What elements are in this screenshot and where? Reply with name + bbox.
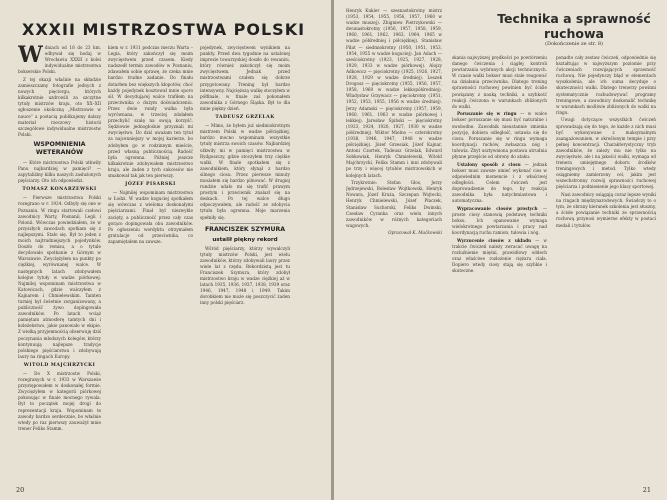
drop-cap: W <box>18 45 43 68</box>
left-column-2 <box>108 45 193 490</box>
column-2-text: kiem w r. 1931 podczas meczu Warta – Legia, który zakończył się moim zwycięstwem przed czasem. Kiedy nadszedł termin zawodów w Poznaniu, zdawałem sobie sprawę, że czeka mnie bardzo trudne zadanie. Do finału dotarłem bez większych kłopotów, choć każdy pojedynek kosztował mnie sporo sił. W decydującej walce trafiłem na przeciwnika o dużym doświadczeniu. Przez dwie rundy walka była wyrównana, w trzeciej zdołałem przechylić szalę na swoją korzyść. Sędziowie jednogłośnie przyznali mi zwycięstwo. Do dziś uważam ten tytuł za najcenniejszy w mojej karierze, bo zdobyłem go w rodzinnym mieście, przed własną publicznością. Radość była ogromna. Później jeszcze kilkakrotnie zdobywałem mistrzostwo kraju, ale żaden z tych sukcesów nie smakował tak jak ten pierwszy. <box>108 45 193 178</box>
majchrzycki-text: — Do X mistrzostw Polski, rozegranych w r. 1933 w Warszawie przystępowałem w doskonałej formie. Zwyciężyłem w kategorii piórkowej pokonując w finale mocnego rywala. Był to początek mojej drogi do reprezentacji kraju. Wspominam te zawody bardzo serdecznie, bo właśnie wtedy po raz pierwszy zauważył mnie trener Feliks Stamm. <box>18 371 101 431</box>
author-name-pisarski: JÓZEF PISARSKI <box>125 182 176 188</box>
champions-list-2: Trzykrotnie: Stefan Głos, Jerzy Jędrzejewski, Bolesław Wojtkowski, Henryk Nowara, Józef Kruża, Szczepan Wojtecki, Henryk Chmielewski, Józef Płaczek, Stanisław Suchorski, Feliks Dwinski, Czesław Cyranka oraz wielu innych zawodników w różnych kategoriach wagowych. <box>346 180 442 228</box>
column-3-text: pojedynek, zwycięstwem wynikiem na punkty. Przed dwa tygodnie na ustalonej imprezie towarzyskiej doszło do rewanżu, który również zakończył się moim zwycięstwem. Jednak przed mistrzostwami czułem się dobrze przygotowany. Trening był bardzo intensywny. Najcięższą walkę stoczyłem w półfinale, w finale zaś pokonałem zawodnika z Górnego Śląska. Był to dla mnie piękny dzień. <box>200 45 290 111</box>
right-column-1 <box>346 8 442 490</box>
technique-text-3: Uwagi dotyczące wszystkich ćwiczeń sprowadzają się do tego, że każde z nich musi być wykonywane z maksymalnym zaangażowaniem, w określonym tempie i przy pełnej koncentracji. Charakterystyczny tryb zawodników, że zależy mu nie tylko na zwycięstwie, ale i na jakości walki, wymaga od trenera umiejętnego doboru środków treningowych i metod. Tylko wtedy osiągniemy zamierzony cel, jakim jest wszechstronny rozwój sprawności ruchowej pięściarza i podniesienie jego klasy sportowej. <box>556 117 656 190</box>
left-column-1 <box>18 45 101 490</box>
article-heading-szymura: FRANCISZEK SZYMURA <box>204 225 286 233</box>
champions-list: Henryk Kukier — szesnastokrotny mistrz (1953, 1954, 1955, 1956, 1957, 1960 w wadze muszej). Zbigniew Pietrzykowski — dwunastokrotny (1956, 1957, 1958, 1959, 1960, 1961, 1962, 1963, 1964, 1965 w wadze półśredniej i półciężkiej). Stanisław Piłat — siedmiokrotny (1950, 1951, 1953, 1954, 1955 w wadze koguciej). Jan Adach — sześciokrotny (1923, 1925, 1927, 1928, 1929, 1933 w wadze piórkowej). Alojzy Adkowicz — pięciokrotny (1925, 1926, 1927, 1928, 1929 w wadze średniej). Leszek Drogosz — pięciokrotny (1955, 1956, 1957, 1958, 1960 w wadze lekkopółśredniej). Władysław Grzywacz — pięciokrotny (1951, 1952, 1953, 1955, 1956 w wadze średniej). Jerzy Adamski — pięciokrotny (1957, 1959, 1960, 1961, 1963 w wadze piórkowej i lekkiej). Jarosław Śpiński — pięciokrotny (1923, 1924, 1926, 1927, 1930 w wadze półśredniej). Wiktor Mielno — czterokrotny (1938, 1946, 1947, 1948 w wadze półciężkiej). Józef Grzesiak, Józef Kajnar, Antoni Czortek, Tadeusz Grzelak, Edward Sobkowiak, Henryk Chmielewski, Witold Majchrzycki, Feliks Stamm i inni zdobywali po trzy i więcej tytułów mistrzowskich w kolejnych latach. <box>346 8 442 178</box>
technique-text-4: Nasi zawodnicy osiągają coraz lepsze wyniki na ringach międzynarodowych. Świadczy to o tym, że obrany kierunek szkolenia jest słuszny, a ścisłe powiązanie techniki ze sprawnością ruchową przynosi wymierne efekty w postaci medali i tytułów. <box>556 192 656 228</box>
left-column-3 <box>200 45 290 490</box>
section-intro: — Które mistrzostwa Polski utkwiły Panu najbardziej w pamięci? — zapytaliśmy kilku naszych zasłużonych pięściarzy. Oto ich odpowiedzi. <box>18 159 101 184</box>
compiled-by: Opracował K. Maćkowski <box>388 230 442 236</box>
konarzewski-text: — Pierwsze mistrzostwa Polski rozegrano w r. 1924. Odbyły się one w Poznaniu. W ringu startowali czołowi zawodnicy Warty, Posnanii, Legii i Polonii. Wówczas powiedziałem, że w przyszłych zawodach spotkam się z najlepszymi. Stało się. Był to jeden z moich najtrudniejszych pojedynków. Doszło do remisu, a o tytule decydowało spotkanie z Górnym w Warszawie. Zwyciężyłem na punkty po ciężkiej, wyrównanej walce. W następnych latach zdobywałem kolejne tytuły w wadze piórkowej. Najmilej wspominam mistrzostwa w Katowicach, gdzie walczyłem z Kajnarem i Chmielewskim. Tamten turniej był świetnie zorganizowany, a publiczność żywo dopingowała zawodników. Po latach wciąż pamiętam atmosferę tamtych dni i koleżeństwo, jakie panowało w ekipie. Z wielką przyjemnością obserwuję dziś poczynania młodszych kolegów, którzy kontynuują najlepsze tradycje polskiego pięściarstwa i zdobywają laury na ringach Europy. <box>18 195 101 359</box>
szymura-text: Wśród pięściarzy, którzy wywalczyli tytuły mistrzów Polski, jest wielu zawodników, którzy zdobywali laury przez wiele lat z rzędu. Rekordzistą jest tu Franciszek Szymura, który zdobył mistrzostwo kraju w wadze ciężkiej aż w latach 1935, 1936, 1937, 1938, 1939 oraz 1946, 1947, 1948 i 1949. Takim dorobkiem nie może się poszczycić żaden inny polski pięściarz. <box>200 245 290 306</box>
right-column-2: skania najwyższej prędkości po powtórzeniu danego ćwiczenia i ciągłej kontroli powtarzania wybranych akcji technicznych. W czasie walki bokser musi stale reagować na działania przeciwnika. Dlatego trening sprawności ruchowej powinien być ściśle powiązany z nauką techniki, a szybkość reakcji ćwiczona w warunkach zbliżonych do walki. Poruszanie się w ringu — w walce bokser poruszanie się musi być naturalne i swobodne. Zawodnik nieustannie zmienia pozycję, dobiera odległość, ustawia się do ciosu. Poruszanie się w ringu wymaga koordynacji ruchów, zwłaszcza nóg i tułowia. Zbyt usztywniona postawa utrudnia płynne przejście od obrony do ataku. Ustalony sposób z ciosu — jednak bokser musi zawsze umieć wykonać cios w odpowiednim momencie i z właściwej odległości. Celem ćwiczeń jest doprowadzenie do tego, by reakcja zawodnika była natychmiastowa i automatyczna. Wypracowanie ciosów prostych — proste ciosy stanowią podstawę techniki boksu. Ich opanowanie wymaga wielokrotnego powtarzania i pracy nad koordynacją ruchu ramion, tułowia i nóg. Wyrzucenie ciosów z układu — w trakcie ćwiczeń należy zwracać uwagę na rozluźnienie mięśni, prawidłowy oddech oraz właściwe rozłożenie ciężaru ciała. Dopiero wtedy ciosy stają się szybkie i skuteczne. <box>452 55 547 274</box>
divider <box>210 223 280 224</box>
page-number-right: 21 <box>642 486 651 494</box>
author-name-majchrzycki: WITOLD MAJCHRZYCKI <box>23 362 96 368</box>
article-title: Technika a sprawność ruchowa <box>497 11 651 41</box>
author-name-grzelak: TADEUSZ GRZELAK <box>215 115 275 121</box>
left-page <box>0 0 331 500</box>
right-page <box>334 0 667 500</box>
paragraph-lead-4: Wyrzucenie ciosów z układu <box>457 237 532 243</box>
intro-paragraph-2: Z tej okazji właśnie na składzie zamieszczamy fotografie jednych z nowych pięciorgu, których kilkakrotnie uzdrowili za szczytne tytuły mistrzów kraju, oto XX–XII sgłoszenie okoliczną „Mistrzowie w nauce” a postacią publikujemy dalszy materiał rzeczowy historii szczegółowe indywidualne mistrzostw Polski. <box>18 76 101 137</box>
paragraph-lead-2: Ustalony sposób z ciosu <box>457 161 521 167</box>
intro-paragraph: Wdniach od 18 do 23 km. odbywał się bodaj w Wrocławiu XXXII z kolei indywidualne mistrzostwa bokserskie Polski. <box>18 45 101 75</box>
right-column-3 <box>556 55 656 490</box>
section-heading: WSPOMNIENIA WETERANÓW <box>33 140 86 156</box>
grzelak-text: — Mimo, że byłem już siedmiokrotnym mistrzem Polski w wadze półciężkiej, bardzo mocno wspominam wszystkie tytuły mistrza swoich czasów. Najbardziej utkwiły mi w pamięci mistrzostwa w Bydgoszczy, gdzie stoczyłem trzy ciężkie walki. W finale spotkałem się z zawodnikiem, który słynął z bardzo silnego ciosu. Przez pierwsze minuty musiałem się bardzo pilnować. W drugiej rundzie udało mi się trafić prawym prostym i przeciwnik znalazł się na deskach. Po tej walce długo odpoczywałem, ale radość ze zdobycia tytułu była ogromna. Moje marzenia spełniły się. <box>200 123 290 220</box>
paragraph-lead-1: Poruszanie się w ringu <box>457 111 517 117</box>
continuation-note: (Dokończenie ze str. 8) <box>545 41 603 47</box>
author-name-konarzewski: TOMASZ KONARZEWSKI <box>22 187 97 193</box>
page-number-left: 20 <box>16 486 25 494</box>
paragraph-lead-3: Wypracowanie ciosów prostych <box>457 205 538 211</box>
technique-text-2: ponadto cały zestaw ćwiczeń, odpowiednio się kształtując w najwyższym poziomie przy ćwiczeniach rozwijających sprawność ruchową. Nie pojedynczy błąd w elementach wyszkolenia, ale ich suma decyduje o skuteczności walki. Dlatego trenerzy powinni systematycznie rozbudowywać programy treningowe, a zawodnicy doskonalić technikę w warunkach możliwie zbliżonych do walki na ringu. <box>556 55 656 115</box>
page-title: XXXII MISTRZOSTWA POLSKI <box>22 20 306 39</box>
technique-text: skania najwyższej prędkości po powtórzeniu danego ćwiczenia i ciągłej kontroli powtarzania wybranych akcji technicznych. W czasie walki bokser musi stale reagować na działania przeciwnika. Dlatego trening sprawności ruchowej powinien być ściśle powiązany z nauką techniki, a szybkość reakcji ćwiczona w warunkach zbliżonych do walki. <box>452 55 547 109</box>
article-subheading: ustalił piękny rekord <box>212 236 278 243</box>
pisarski-text: — Najmilej wspominam mistrzostwa w Łodzi. W wadze koguciej spotkałem się wówczas z wieloma doskonałymi pięściarzami. Finał był niezwykle zacięty, a publiczność przez cały czas gorąco dopingowała obu zawodników. Po ogłoszeniu werdyktu otrzymałem gratulacje od przeciwnika, co zapamiętałem na zawsze. <box>108 190 193 244</box>
